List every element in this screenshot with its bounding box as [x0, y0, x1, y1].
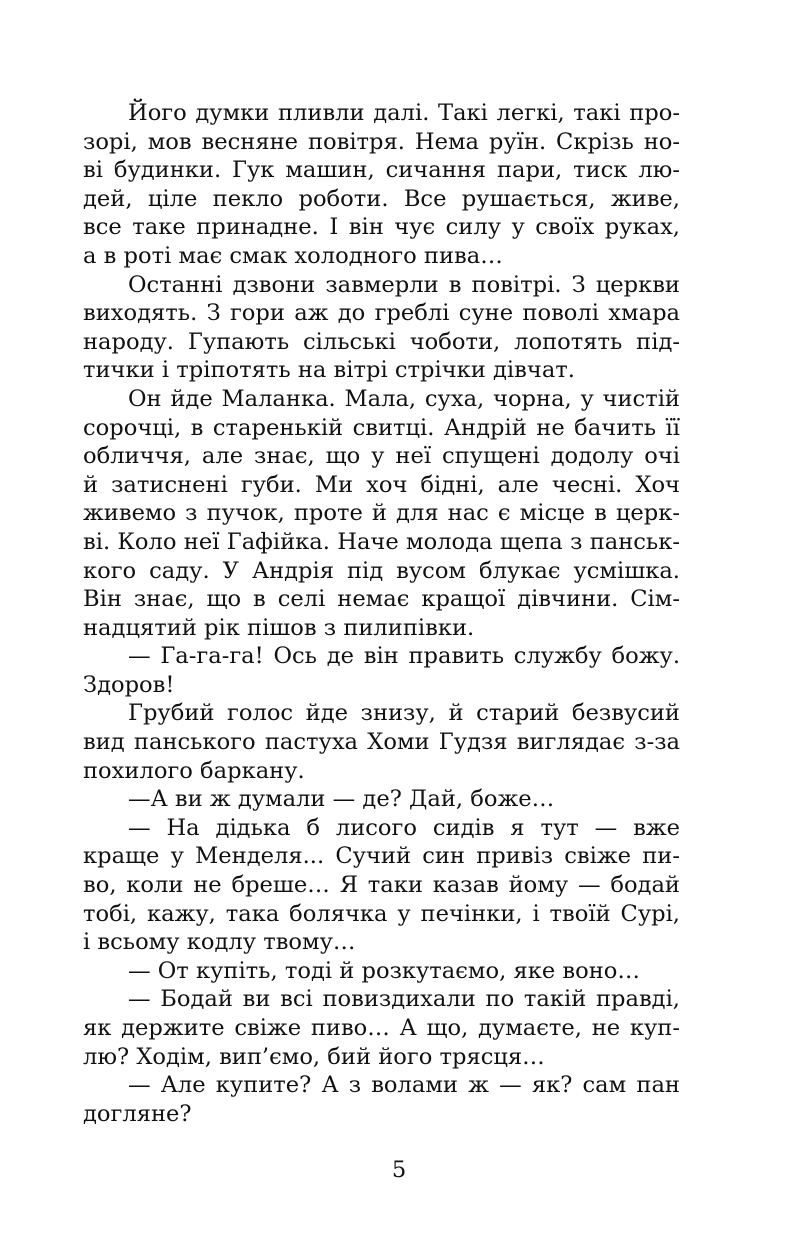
text-line: Он йде Маланка. Мала, суха, чорна, у чистій [128, 385, 680, 412]
text-line: все таке принадне. І він чує силу у своїх руках, [83, 214, 680, 241]
paragraph [83, 99, 680, 271]
text-line: дей, ціле пекло роботи. Все рушається, живе, [83, 185, 680, 212]
text-line: живемо з пучок, проте й для нас є місце в церк- [83, 500, 680, 527]
text-line: похилого баркану. [83, 757, 305, 784]
text-line: — Га-га-га! Ось де він править службу божу. [128, 643, 680, 670]
text-line: —А ви ж думали — де? Дай, боже… [128, 786, 555, 813]
text-line: Здоров! [83, 671, 175, 698]
text-line: як держите свіже пиво… А що, думаєте, не куп- [83, 1015, 680, 1041]
body-text [83, 99, 680, 1128]
paragraph [83, 385, 680, 642]
text-line: во, коли не бреше… Я таки казав йому — бодай [83, 872, 680, 899]
text-line: краще у Менделя... Сучий син привіз свіже пи- [83, 843, 680, 870]
text-line: обличчя, але знає, що у неї спущені додолу очі [83, 443, 680, 470]
text-line: — Але купите? А з волами ж — як? сам пан [128, 1072, 680, 1099]
text-line: — На дідька б лисого сидів я тут — вже [128, 814, 680, 841]
paragraph [83, 271, 680, 385]
text-line: ві будинки. Гук машин, сичання пари, тиск лю- [83, 157, 680, 184]
text-line: а в роті має смак холодного пива… [83, 242, 503, 269]
text-line: Він знає, що в селі немає кращої дівчини. Сім- [83, 586, 680, 613]
text-line: догляне? [83, 1100, 192, 1127]
paragraph [83, 957, 680, 986]
text-line: — Бодай ви всі повиздихали по такій правді, [128, 986, 680, 1013]
text-line: народу. Гупають сільські чоботи, лопотять під- [83, 328, 680, 355]
paragraph [83, 785, 680, 814]
text-line: сорочці, в старенькій свитці. Андрій не бачить її [83, 414, 680, 441]
page-number: 5 [391, 1157, 407, 1183]
text-line: Його думки пливли далі. Такі легкі, такі про- [128, 100, 680, 126]
text-line: виходять. З гори аж до греблі суне поволі хмара [83, 300, 680, 327]
paragraph [83, 985, 680, 1071]
text-line: і всьому кодлу твому… [83, 929, 356, 956]
paragraph [83, 1071, 680, 1128]
text-line: тобі, кажу, така болячка у печінки, і твоїй Сурі, [83, 900, 680, 927]
text-line: — От купіть, тоді й розкутаємо, яке воно… [128, 957, 640, 984]
text-line: ві. Коло неї Гафійка. Наче молода щепа з панськ- [83, 528, 680, 555]
text-line: лю? Ходім, вип’ємо, бий його трясця… [83, 1043, 545, 1070]
text-line: Останні дзвони завмерли в повітрі. З церкви [128, 271, 680, 298]
text-line: зорі, мов весняне повітря. Нема руїн. Скрізь но- [83, 128, 680, 155]
paragraph [83, 814, 680, 957]
text-line: й затиснені губи. Ми хоч бідні, але чесні. Хоч [83, 471, 680, 498]
text-line: кого саду. У Андрія під вусом блукає усмішка. [83, 557, 680, 584]
text-line: вид панського пастуха Хоми Гудзя виглядає з-за [83, 729, 680, 756]
paragraph [83, 699, 680, 785]
text-line: надцятий рік пішов з пилипівки. [83, 614, 475, 641]
paragraph [83, 642, 680, 699]
text-line: тички і тріпотять на вітрі стрічки дівчат. [83, 357, 575, 384]
text-line: Грубий голос йде знизу, й старий безвусий [128, 700, 680, 727]
